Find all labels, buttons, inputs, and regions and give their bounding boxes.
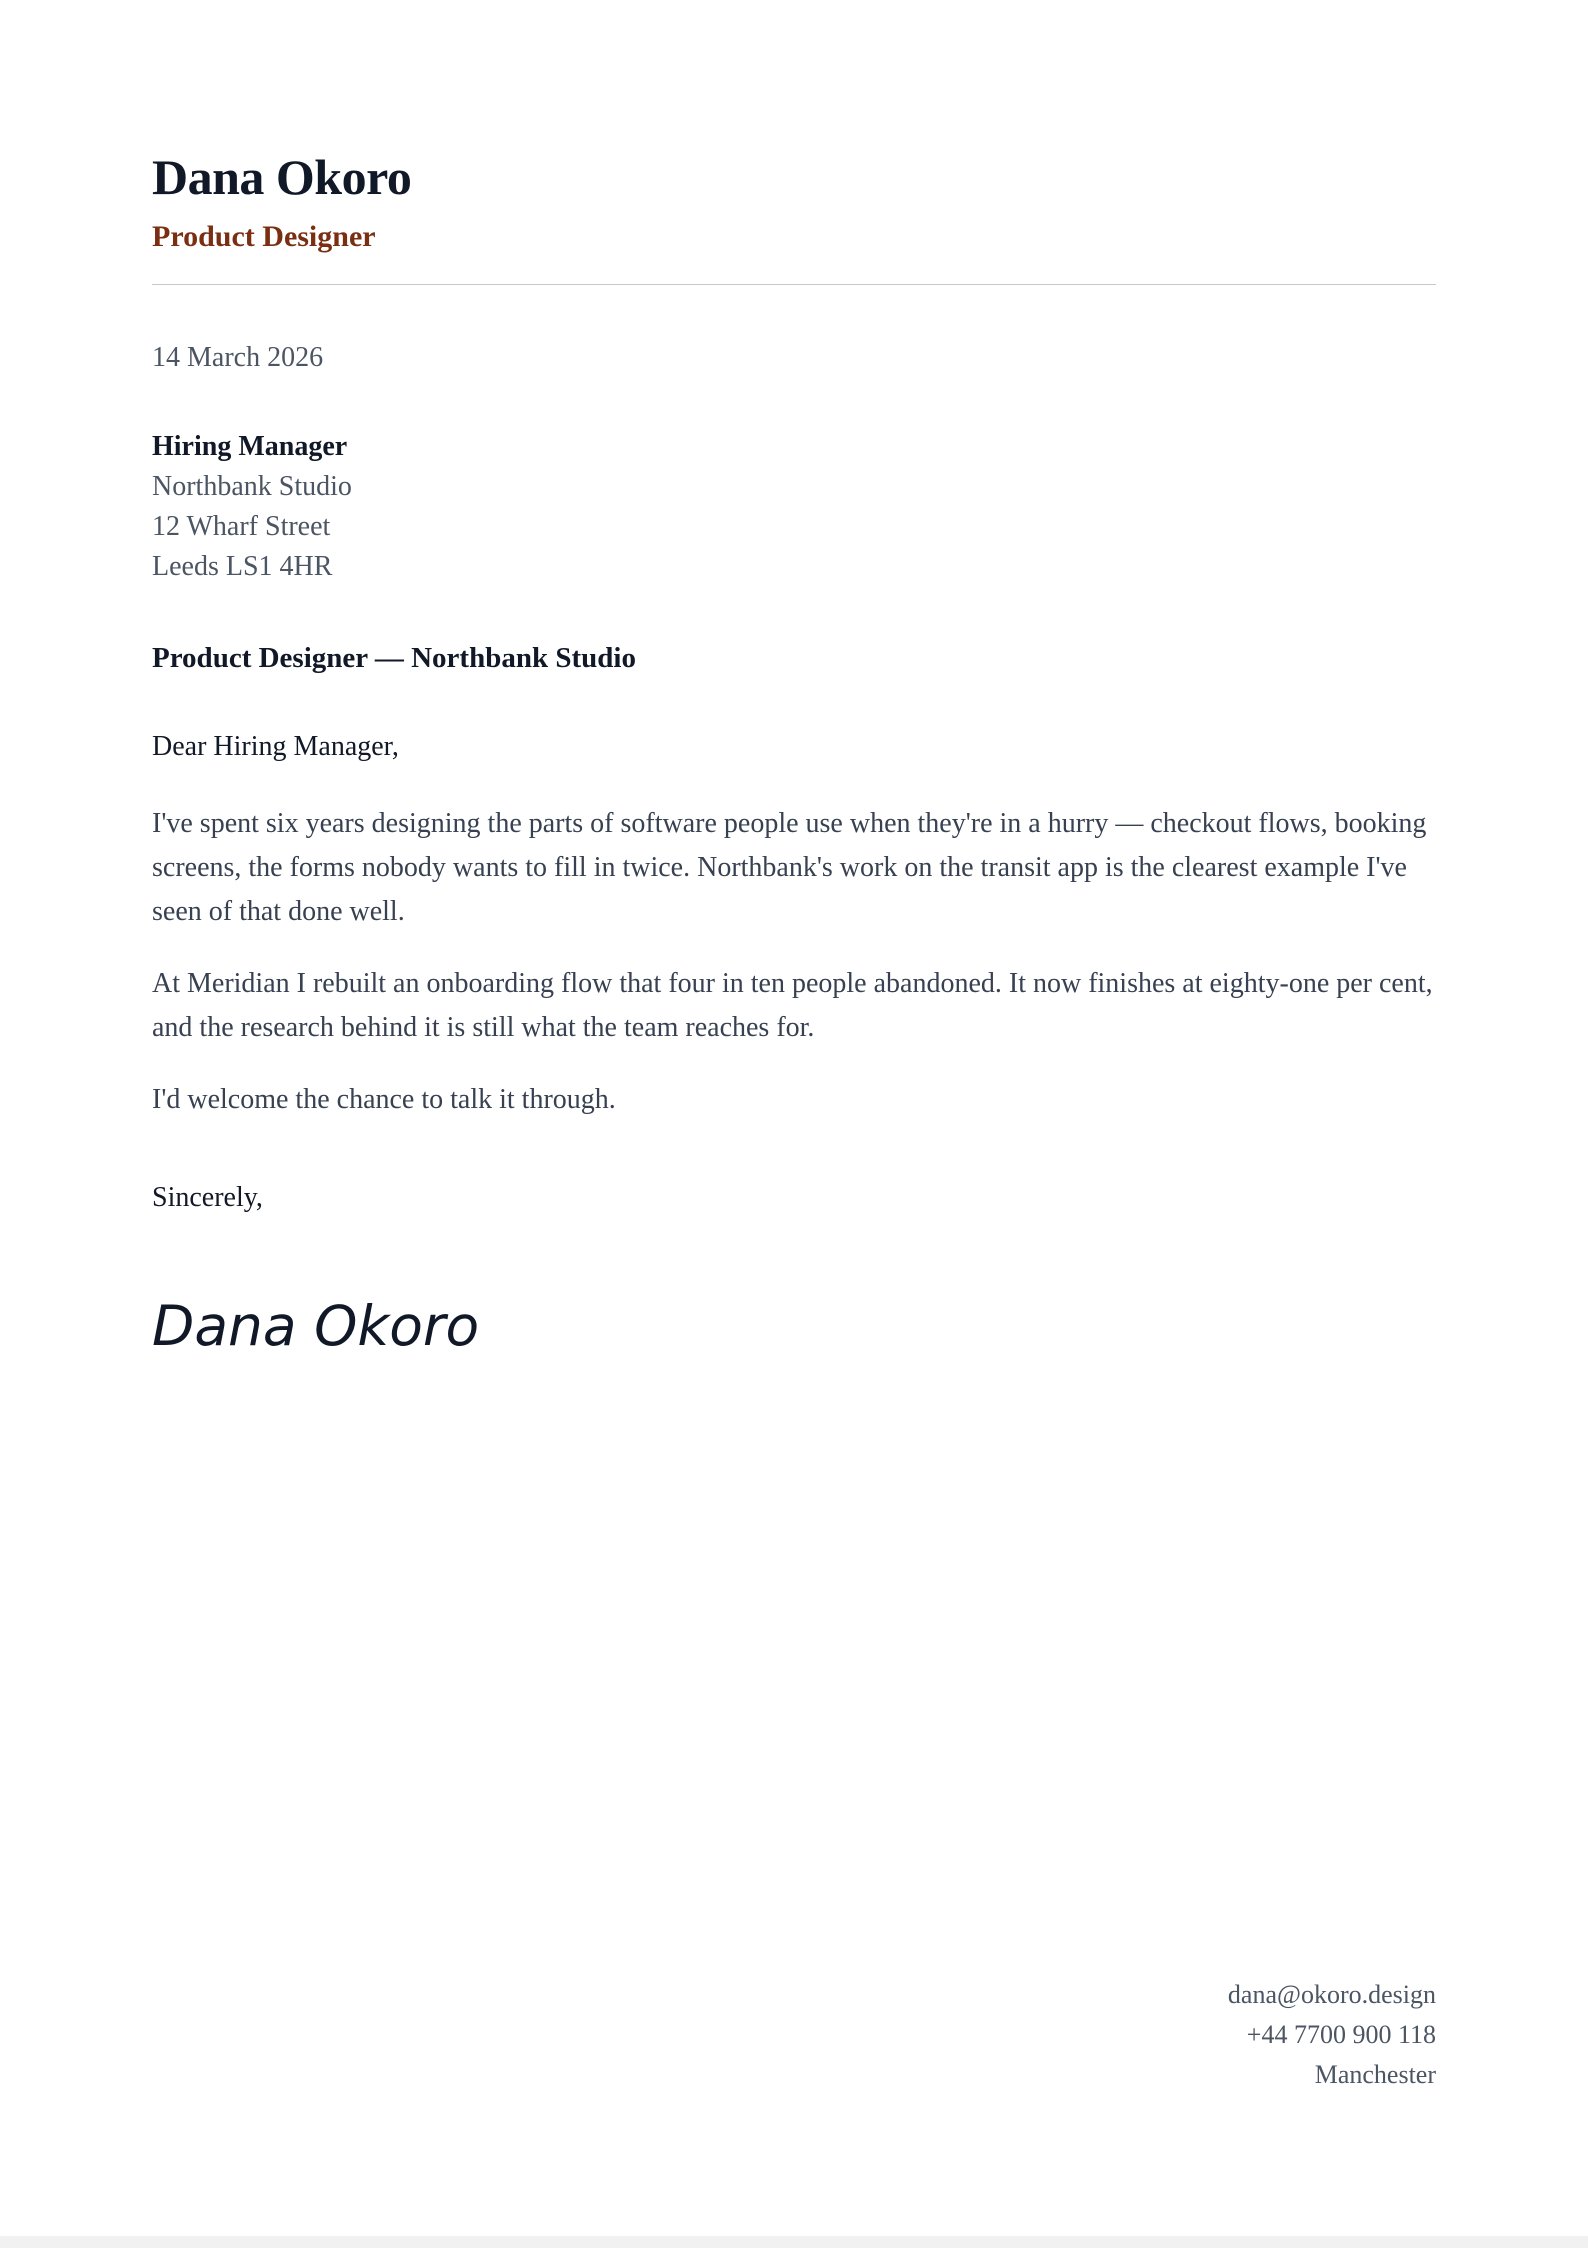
- recipient-name: Hiring Manager: [152, 431, 348, 462]
- body-paragraph: I've spent six years designing the parts of software people use when they're in a hurry — checkout flows, booking screens, the forms nobody wants to fill in twice. Northbank's work on the transit app is the clearest example I've seen of that done well.: [152, 808, 1427, 927]
- sender-name: Dana Okoro: [152, 149, 412, 205]
- contact-phone: +44 7700 900 118: [1246, 2020, 1436, 2049]
- recipient-street: 12 Wharf Street: [152, 511, 331, 542]
- letter-date: 14 March 2026: [152, 342, 324, 373]
- closing: Sincerely,: [152, 1182, 263, 1213]
- subject-line: Product Designer — Northbank Studio: [152, 642, 636, 674]
- contact-email: dana@okoro.design: [1227, 1980, 1436, 2009]
- letter-body: [152, 802, 1436, 1150]
- sender-role: Product Designer: [152, 220, 376, 253]
- signature: Dana Okoro: [152, 1294, 480, 1358]
- contact-location: Manchester: [1314, 2060, 1436, 2089]
- body-paragraph: I'd welcome the chance to talk it through.: [152, 1084, 616, 1115]
- salutation: Dear Hiring Manager,: [152, 731, 399, 762]
- recipient-block: [152, 427, 352, 587]
- recipient-city: Leeds LS1 4HR: [152, 551, 333, 582]
- page-bottom-edge: [0, 2236, 1588, 2248]
- recipient-company: Northbank Studio: [152, 471, 352, 502]
- body-paragraph: At Meridian I rebuilt an onboarding flow that four in ten people abandoned. It now finishes at eighty-one per cent, and the research behind it is still what the team reaches for.: [152, 968, 1433, 1043]
- contact-block: [1228, 1975, 1436, 2095]
- header-divider: [152, 284, 1436, 285]
- cover-letter-page: [152, 0, 1436, 2236]
